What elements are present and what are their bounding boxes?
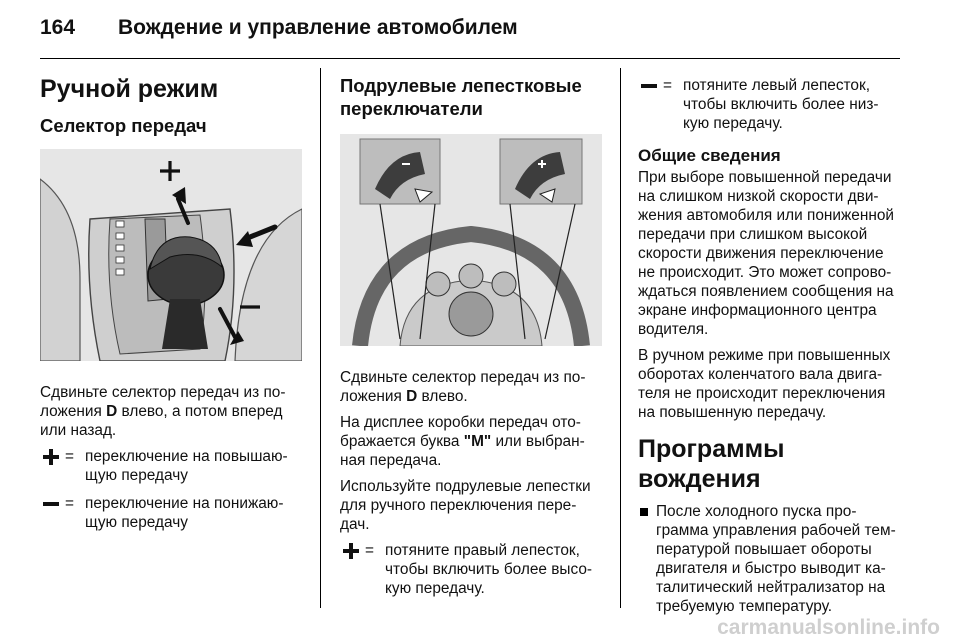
middle-column [340,74,602,607]
header-divider [40,58,900,59]
minus-instruction-paddle: = потяните левый лепесток, чтобы включить более низ-кую передачу. [638,76,900,133]
plus-icon [340,542,364,560]
plus-icon [40,448,64,466]
gear-selector-illustration [40,149,302,361]
watermark: carmanualsonline.info [717,616,940,639]
left-paragraph: Сдвиньте селектор передач из по-ложения D влево, а потом вперед или назад. [40,384,286,439]
bullet-icon [640,508,648,516]
driving-programs-heading: Программы вождения [638,435,785,493]
right-column [638,76,900,616]
left-column [40,74,302,541]
minus-icon [40,495,64,513]
general-info-heading: Общие сведения [638,146,781,165]
general-paragraph-1: При выборе повышенной передачи на слишком низкой скорости дви-жения автомобиля или пониженной передачи при слишком высокой скорости движения переключение не происходит. Это может сопрово-ждаться появлением сообщения на экране информационного центра водителя. [638,169,894,338]
middle-paragraph-3: Используйте подрулевые лепестки для ручного переключения пере-дач. [340,478,591,533]
plus-instruction-paddle: = потяните правый лепесток, чтобы включить более высо-кую передачу. [340,541,602,598]
minus-instruction: = переключение на понижаю-щую передачу [40,494,302,532]
chapter-title: Вождение и управление автомобилем [118,16,518,39]
column-divider-2 [620,68,621,608]
section-title-manual-mode: Ручной режим [40,75,219,103]
column-divider-1 [320,68,321,608]
section-title-paddle-shifters: Подрулевые лепестковые переключатели [340,75,582,119]
bold-d: D [106,403,118,420]
middle-paragraph-2: На дисплее коробки передач ото-бражается буква "M" или выбран-ная передача. [340,414,585,469]
plus-instruction: = переключение на повышаю-щую передачу [40,447,302,485]
list-item: После холодного пуска про-грамма управления рабочей тем-пературой повышает обороты двигателя и быстро выводит ка-талитический нейтрализатор на требуемую температуру. [638,502,900,616]
middle-paragraph-1: Сдвиньте селектор передач из по-ложения D влево. [340,369,586,405]
general-paragraph-2: В ручном режиме при повышенных оборотах коленчатого вала двига-теля не происходит переключения на повышенную передачу. [638,347,891,421]
paddle-shifters-illustration [340,134,602,346]
minus-icon [638,77,662,95]
page-number: 164 [40,16,76,39]
subtitle-gear-selector: Селектор передач [40,115,207,136]
